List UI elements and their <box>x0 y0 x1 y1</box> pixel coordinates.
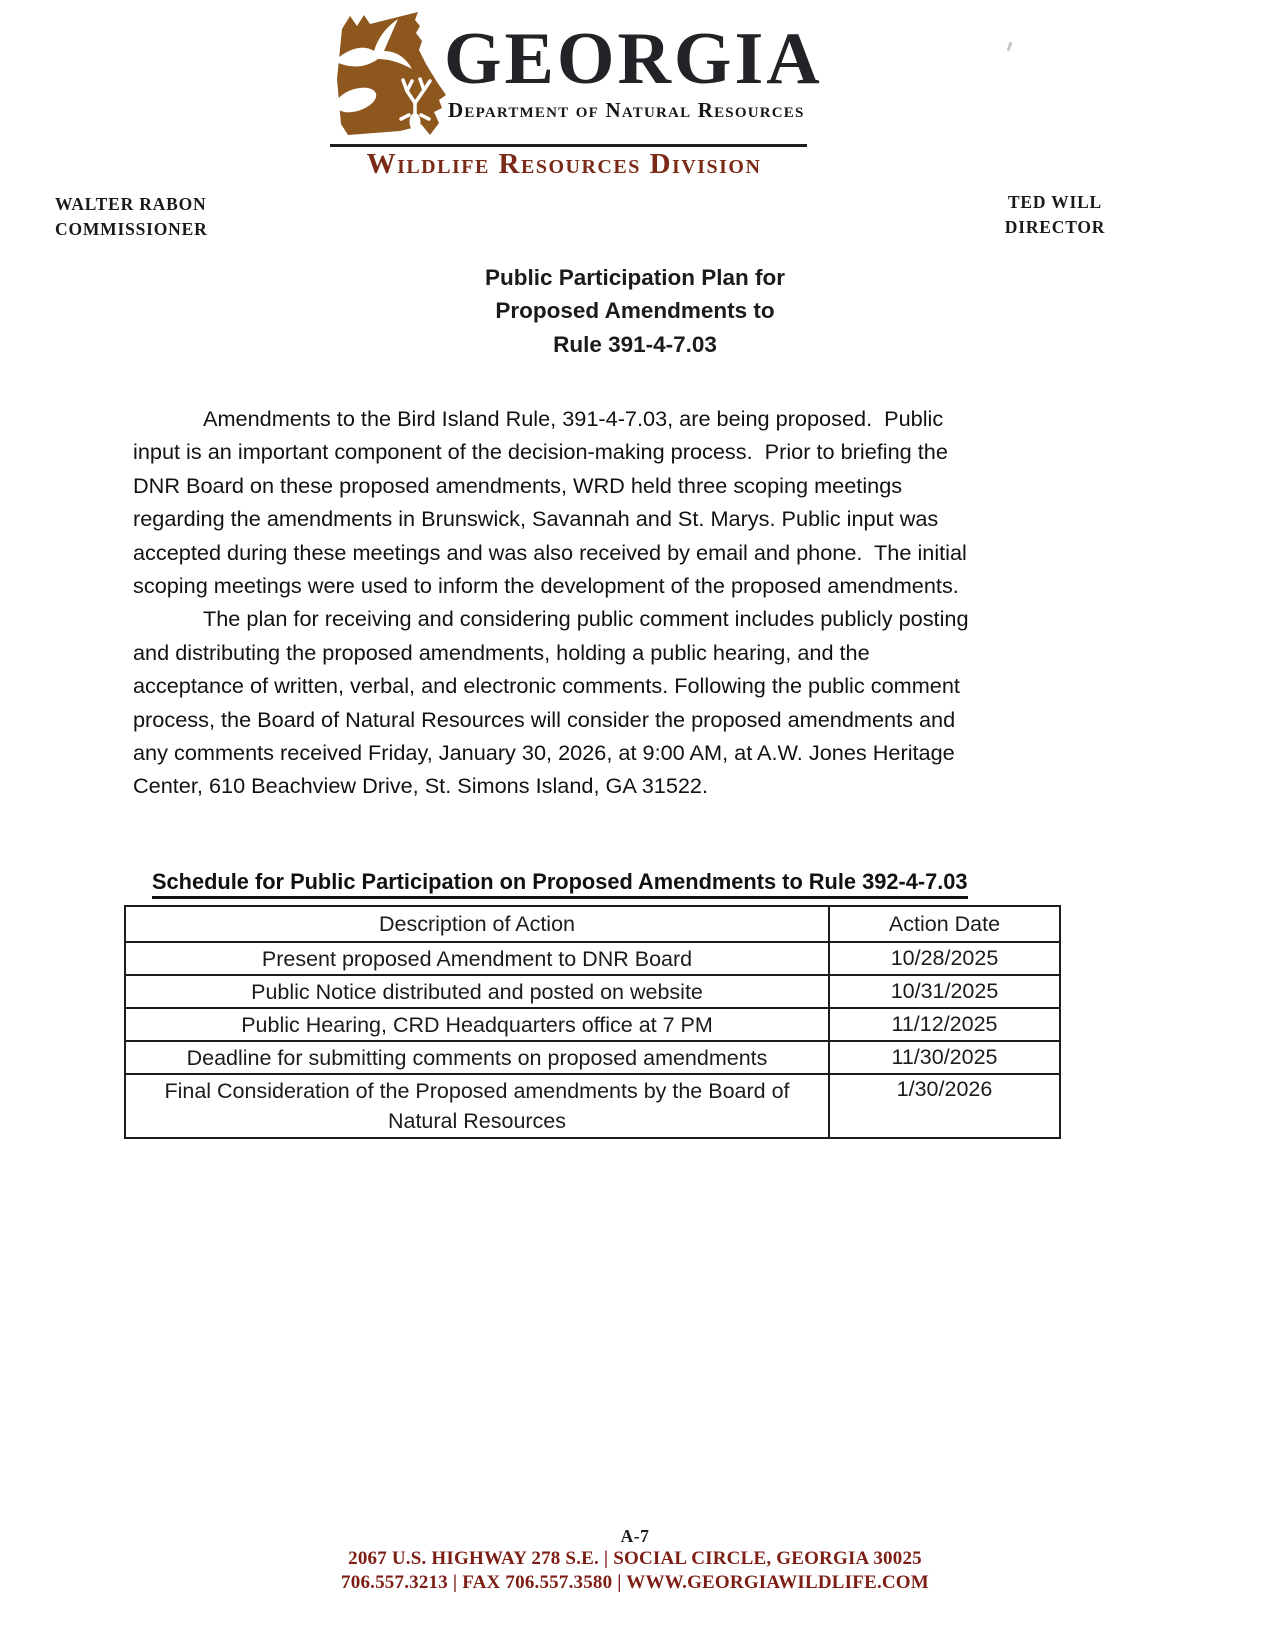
table-row <box>126 1007 1059 1040</box>
cell-date: 11/30/2025 <box>891 1045 998 1069</box>
schedule-heading: Schedule for Public Participation on Proposed Amendments to Rule 392-4-7.03 <box>152 869 968 899</box>
cell-date: 10/31/2025 <box>890 979 999 1003</box>
cell-date: 11/12/2025 <box>891 1012 998 1036</box>
paragraph-line: regarding the amendments in Brunswick, Savannah and St. Marys. Public input was <box>133 506 939 532</box>
cell-description: Deadline for submitting comments on proposed amendments <box>126 1042 830 1073</box>
cell-description: Public Hearing, CRD Headquarters office at 7 PM <box>126 1009 830 1040</box>
page-number: A-7 <box>620 1526 650 1546</box>
commissioner-name: WALTER RABON <box>55 194 207 214</box>
paragraph-line: any comments received Friday, January 30, 2026, at 9:00 AM, at A.W. Jones Heritage <box>133 740 955 766</box>
header-divider <box>330 144 807 147</box>
title-line: Proposed Amendments to <box>495 298 775 324</box>
footer-address: 2067 U.S. HIGHWAY 278 S.E. | SOCIAL CIRCLE, GEORGIA 30025 <box>348 1548 922 1569</box>
director-block <box>993 190 1117 240</box>
department-name: Department of Natural Resources <box>448 98 805 122</box>
column-header-description: Description of Action <box>126 907 830 941</box>
paragraph-line: Amendments to the Bird Island Rule, 391-4-7.03, are being proposed. Public <box>203 406 944 431</box>
table-header-row <box>126 907 1059 941</box>
paragraph-line: accepted during these meetings and was also received by email and phone. The initial <box>133 539 967 565</box>
georgia-state-logo <box>318 6 450 142</box>
agency-header <box>318 6 823 142</box>
paragraph-line: process, the Board of Natural Resources will consider the proposed amendments and <box>133 706 956 732</box>
cell-description: Final Consideration of the Proposed amendments by the Board of Natural Resources <box>164 1079 790 1133</box>
director-title: DIRECTOR <box>1004 217 1106 237</box>
paragraph-line: Center, 610 Beachview Drive, St. Simons Island, GA 31522. <box>133 773 709 799</box>
page-footer <box>0 1526 1270 1594</box>
page-title <box>0 261 1270 361</box>
cell-date: 1/30/2026 <box>896 1077 993 1101</box>
cell-description: Present proposed Amendment to DNR Board <box>126 943 830 974</box>
scan-artifact <box>1007 42 1013 51</box>
brand-wordmark: GEORGIA <box>444 18 823 100</box>
paragraph-line: input is an important component of the decision-making process. Prior to briefing the <box>133 439 948 465</box>
paragraph-line: scoping meetings were used to inform the development of the proposed amendments. <box>133 573 959 599</box>
table-row <box>126 1040 1059 1073</box>
cell-date: 10/28/2025 <box>890 946 999 970</box>
paragraph-line: DNR Board on these proposed amendments, WRD held three scoping meetings <box>133 472 903 498</box>
title-line: Rule 391-4-7.03 <box>553 331 717 357</box>
commissioner-block <box>55 192 208 242</box>
column-header-date: Action Date <box>888 911 1001 936</box>
division-name: Wildlife Resources Division <box>366 148 762 180</box>
footer-contact: 706.557.3213 | FAX 706.557.3580 | WWW.GEORGIAWILDLIFE.COM <box>341 1571 929 1593</box>
paragraph-line: and distributing the proposed amendments, holding a public hearing, and the <box>133 639 870 665</box>
director-name: TED WILL <box>1007 192 1103 212</box>
title-line: Public Participation Plan for <box>484 265 786 290</box>
table-row <box>126 974 1059 1007</box>
schedule-table <box>124 905 1061 1139</box>
table-row <box>126 1073 1059 1137</box>
body-text <box>133 402 1068 803</box>
paragraph-line: The plan for receiving and considering public comment includes publicly posting <box>203 606 969 632</box>
commissioner-title: COMMISSIONER <box>55 219 208 239</box>
paragraph-line: acceptance of written, verbal, and electronic comments. Following the public comment <box>133 673 960 699</box>
table-row <box>126 941 1059 974</box>
cell-description: Public Notice distributed and posted on website <box>126 976 830 1007</box>
